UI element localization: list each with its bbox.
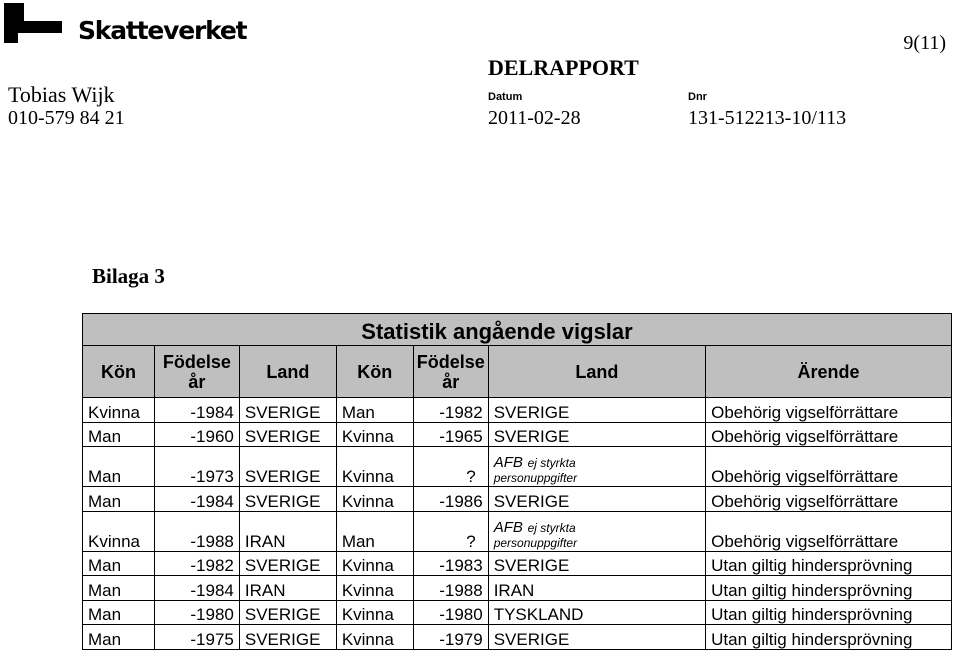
table-cell: SVERIGE [239, 422, 336, 447]
table-cell: Obehörig vigselförrättare [706, 511, 952, 551]
table-cell: Man [83, 551, 155, 576]
table-cell: -1980 [413, 600, 488, 625]
table-cell: Obehörig vigselförrättare [706, 487, 952, 512]
table-cell: Kvinna [336, 487, 413, 512]
table-cell: Man [83, 625, 155, 650]
table-cell: Utan giltig hindersprövning [706, 600, 952, 625]
table-cell: Man [336, 398, 413, 423]
table-cell: SVERIGE [488, 422, 705, 447]
column-header: Födelse år [413, 346, 488, 398]
table-cell: SVERIGE [239, 600, 336, 625]
table-cell [488, 447, 705, 487]
table-cell: Obehörig vigselförrättare [706, 447, 952, 487]
table-cell [488, 511, 705, 551]
table-cell: Kvinna [336, 576, 413, 601]
table-cell: ? [413, 447, 488, 487]
table-row [83, 600, 952, 625]
table-cell: -1988 [154, 511, 239, 551]
table-cell: Obehörig vigselförrättare [706, 398, 952, 423]
afb-note [494, 519, 700, 551]
column-header: Land [488, 346, 705, 398]
table-row [83, 447, 952, 487]
table-cell: Man [336, 511, 413, 551]
table-cell: TYSKLAND [488, 600, 705, 625]
table-cell: -1980 [154, 600, 239, 625]
table-cell: Utan giltig hindersprövning [706, 576, 952, 601]
table-cell: SVERIGE [488, 625, 705, 650]
table-cell: -1986 [413, 487, 488, 512]
table-title: Statistik angående vigslar [83, 314, 952, 346]
table-cell: Kvinna [336, 625, 413, 650]
table-cell: SVERIGE [488, 487, 705, 512]
brand-name: Skatteverket [78, 16, 247, 45]
table-cell: Kvinna [336, 600, 413, 625]
table-cell: Obehörig vigselförrättare [706, 422, 952, 447]
afb-note-line: AFB ej styrkta [493, 454, 576, 471]
statistics-table [82, 313, 952, 650]
date-value: 2011-02-28 [488, 107, 581, 129]
table-cell: IRAN [239, 511, 336, 551]
table-cell: -1975 [154, 625, 239, 650]
table-cell: -1973 [154, 447, 239, 487]
document-title: DELRAPPORT [488, 55, 639, 80]
column-header: Land [239, 346, 336, 398]
author-name: Tobias Wijk [8, 82, 115, 107]
table-cell: SVERIGE [239, 551, 336, 576]
table-cell: Utan giltig hindersprövning [706, 551, 952, 576]
table-row [83, 625, 952, 650]
table-cell: Utan giltig hindersprövning [706, 625, 952, 650]
table-row [83, 398, 952, 423]
column-header: Ärende [706, 346, 952, 398]
table-row [83, 551, 952, 576]
table-cell: -1984 [154, 487, 239, 512]
table-cell: Man [83, 447, 155, 487]
table-cell: -1979 [413, 625, 488, 650]
table-header-row [83, 346, 952, 398]
table-body [83, 398, 952, 650]
table-cell: Kvinna [83, 511, 155, 551]
column-header: Kön [83, 346, 155, 398]
table-cell: -1965 [413, 422, 488, 447]
afb-note-line: personuppgifter [493, 471, 578, 485]
table-cell: Kvinna [336, 422, 413, 447]
table-row [83, 511, 952, 551]
table-cell: Man [83, 422, 155, 447]
table-row [83, 422, 952, 447]
table-cell: Kvinna [83, 398, 155, 423]
table-cell: -1988 [413, 576, 488, 601]
table-cell: SVERIGE [488, 398, 705, 423]
table-cell: IRAN [488, 576, 705, 601]
table-cell: -1984 [154, 398, 239, 423]
appendix-heading: Bilaga 3 [92, 264, 165, 288]
table-cell: -1982 [154, 551, 239, 576]
date-label: Datum [488, 91, 523, 103]
table-cell: Man [83, 600, 155, 625]
table-row [83, 576, 952, 601]
dnr-label: Dnr [688, 91, 707, 103]
column-header: Födelse år [154, 346, 239, 398]
table-cell: -1982 [413, 398, 488, 423]
table-cell: Kvinna [336, 551, 413, 576]
table-cell: SVERIGE [488, 551, 705, 576]
skatteverket-logo-icon [4, 3, 62, 43]
table-cell: IRAN [239, 576, 336, 601]
table-cell: SVERIGE [239, 447, 336, 487]
table-cell: -1984 [154, 576, 239, 601]
table-cell: ? [413, 511, 488, 551]
table-cell: -1960 [154, 422, 239, 447]
table-cell: Kvinna [336, 447, 413, 487]
column-header: Kön [336, 346, 413, 398]
dnr-value: 131-512213-10/113 [688, 107, 847, 129]
page-number: 9(11) [903, 32, 946, 54]
table-cell: Man [83, 576, 155, 601]
table-cell: SVERIGE [239, 487, 336, 512]
table-cell: -1983 [413, 551, 488, 576]
afb-note-line: AFB ej styrkta [493, 518, 576, 536]
afb-note-line: personuppgifter [493, 535, 578, 550]
table-cell: SVERIGE [239, 625, 336, 650]
afb-note [494, 454, 700, 486]
author-phone: 010-579 84 21 [8, 107, 125, 129]
table-cell: Man [83, 487, 155, 512]
table-cell: SVERIGE [239, 398, 336, 423]
table-row [83, 487, 952, 512]
